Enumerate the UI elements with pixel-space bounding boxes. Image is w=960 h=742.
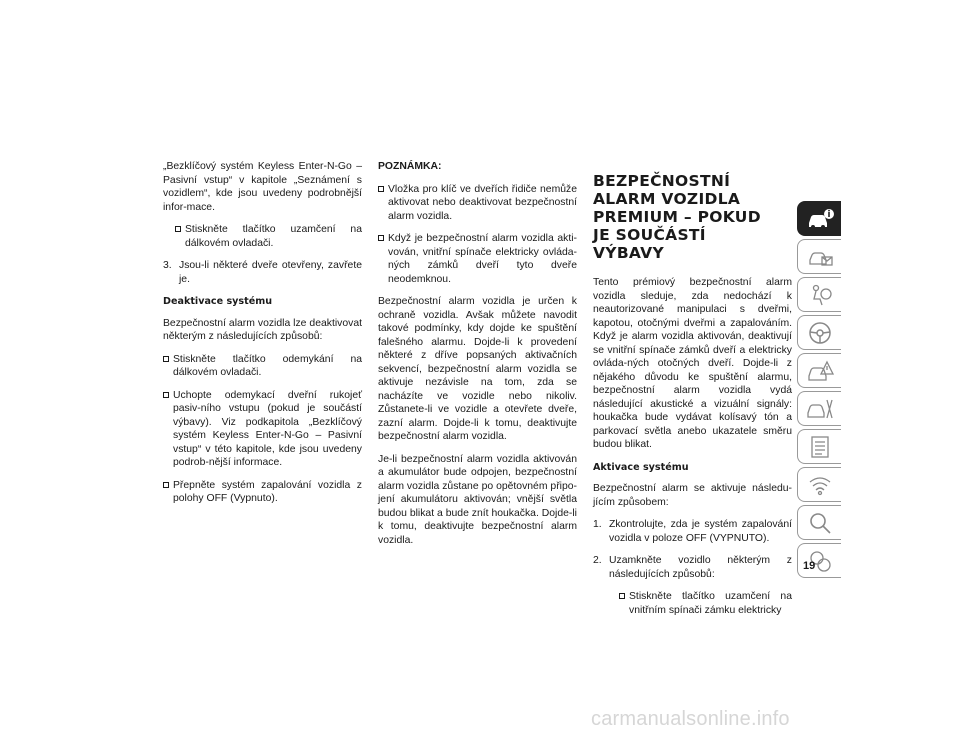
deact-bullet	[163, 389, 362, 470]
tab-search[interactable]	[797, 505, 841, 540]
bullet-text: Přepněte systém zapalování vozidla z polohy OFF (Vypnuto).	[173, 479, 362, 504]
activation-heading: Aktivace systému	[593, 461, 689, 473]
tab-warning[interactable]	[797, 353, 841, 388]
step-text: Zkontrolujte, zda je systém zapalování vozidla v poloze OFF (VYPNUTO).	[609, 519, 792, 544]
column-middle	[378, 160, 577, 556]
step-3	[163, 259, 362, 286]
watermark: carmanualsonline.info	[591, 708, 790, 730]
tab-steering[interactable]	[797, 315, 841, 350]
bullet-square-icon	[378, 186, 384, 192]
tab-mail[interactable]	[797, 239, 841, 274]
bullet-square-icon	[175, 226, 181, 232]
bullet-square-icon	[619, 593, 625, 599]
bullet-text: Stiskněte tlačítko odemykání na dálkovém ovladači.	[173, 353, 362, 378]
warning-car-icon	[805, 358, 835, 384]
paragraph: Je-li bezpečnostní alarm vozidla aktivován a akumulátor bude odpojen, bezpečnostní alarm vozidla zůstane po opětovném připo-jení akumulátoru aktivován; vnější světla budou blikat a bude znít houkačka. Dojde-li k tomu, deaktivujte bezpečnostní alarm vozidla.	[378, 453, 577, 546]
section-title: BEZPEČNOSTNÍ ALARM VOZIDLA PREMIUM – POKUD JE SOUČÁSTÍ VÝBAVY	[593, 172, 761, 262]
magnifier-icon	[805, 510, 835, 536]
step-text: Jsou-li některé dveře otevřeny, zavřete je.	[179, 260, 362, 285]
bullet-square-icon	[163, 392, 169, 398]
activation-intro: Bezpečnostní alarm se aktivuje následu-jícím způsobem:	[593, 483, 792, 508]
wifi-gear-icon	[805, 472, 835, 498]
paragraph: Bezpečnostní alarm vozidla je určen k ochraně vozidla. Avšak můžete navodit takové podmínky, kdy dojde ke spuštění falešného alarmu. Dojde-li k provedení některé z dříve popsaných aktivačních sekvencí, bezpečnostní alarm vozidla se aktivuje nezávisle na tom, zda se nacházíte ve vozidle nebo nikoliv. Zůstanete-li ve vozidle a otevřete dveře, zazní alarm. Dojde-li k tomu, deaktivujte bezpečnostní alarm vozidla.	[378, 296, 577, 442]
column-right	[593, 160, 792, 626]
tab-car-info[interactable]	[797, 201, 841, 236]
continued-paragraph: „Bezklíčový systém Keyless Enter-N-Go – Pasivní vstup“ v kapitole „Seznámení s vozidlem“, kde jsou uvedeny podrobnější infor-mace.	[163, 161, 362, 213]
deactivation-intro: Bezpečnostní alarm vozidla lze deaktivovat některým z následujících způsobů:	[163, 317, 362, 342]
step-2	[593, 554, 792, 581]
airbag-icon	[805, 282, 835, 308]
step-number: 2.	[593, 555, 602, 566]
tab-wifi[interactable]	[797, 467, 841, 502]
bullet-lock	[175, 223, 362, 250]
car-info-icon	[805, 206, 835, 232]
chapter-tabs	[797, 201, 841, 581]
deactivation-heading: Deaktivace systému	[163, 296, 273, 307]
step-number: 3.	[163, 260, 172, 271]
deact-bullet	[163, 353, 362, 380]
mail-icon	[805, 244, 835, 270]
list-doc-icon	[805, 434, 835, 460]
sub-bullet	[619, 590, 792, 617]
note-label: POZNÁMKA:	[378, 161, 442, 172]
deact-bullet	[163, 479, 362, 506]
bullet-text: Stiskněte tlačítko uzamčení na vnitřním spínači zámku elektricky	[629, 591, 792, 616]
note-bullet	[378, 232, 577, 286]
bullet-square-icon	[163, 482, 169, 488]
step-text: Uzamkněte vozidlo některým z následujících způsobů:	[609, 555, 792, 580]
tab-airbag[interactable]	[797, 277, 841, 312]
service-tools-icon	[805, 396, 835, 422]
bullet-text: Stiskněte tlačítko uzamčení na dálkovém ovladači.	[185, 224, 362, 249]
bullet-text: Uchopte odemykací dveřní rukojeť pasiv-ního vstupu (pokud je součástí výbavy). Viz podkapitola „Bezklíčový systém Keyless Enter-N-Go – Pasivní vstup“ v této kapitole, kde jsou uvedeny podrob-nější informace.	[173, 389, 362, 468]
page-number: 19	[803, 560, 816, 572]
step-number: 1.	[593, 519, 602, 530]
steering-wheel-icon	[805, 320, 835, 346]
bullet-square-icon	[378, 235, 384, 241]
bullet-text: Když je bezpečnostní alarm vozidla akti-vován, vnitřní spínače elektricky ovláda-ných zámků dveří tyto dveře neodemknou.	[388, 233, 577, 285]
bullet-text: Vložka pro klíč ve dveřích řidiče nemůže aktivovat nebo deaktivovat bezpečnostní alarm vozidla.	[388, 183, 577, 222]
note-bullet	[378, 183, 577, 224]
bullet-square-icon	[163, 356, 169, 362]
intro-paragraph: Tento prémiový bezpečnostní alarm vozidla sleduje, zda nedochází k neautorizované manipulaci s dveřmi, kapotou, otočnými dveřmi a zapalováním. Když je alarm vozidla aktivován, deaktivují se vnitřní spínače zámků dveří a elektricky ovláda-ných otočných dveří. Dojde-li z nějakého důvodu ke spuštění alarmu, bezpečnostní alarm vozidla vydá následující akustické a vizuální signály: houkačka bude vydávat kolísavý tón a parkovací světla anebo ukazatele směru budou blikat.	[593, 277, 792, 450]
column-left	[163, 160, 362, 515]
step-1	[593, 518, 792, 545]
tab-list[interactable]	[797, 429, 841, 464]
tab-service[interactable]	[797, 391, 841, 426]
